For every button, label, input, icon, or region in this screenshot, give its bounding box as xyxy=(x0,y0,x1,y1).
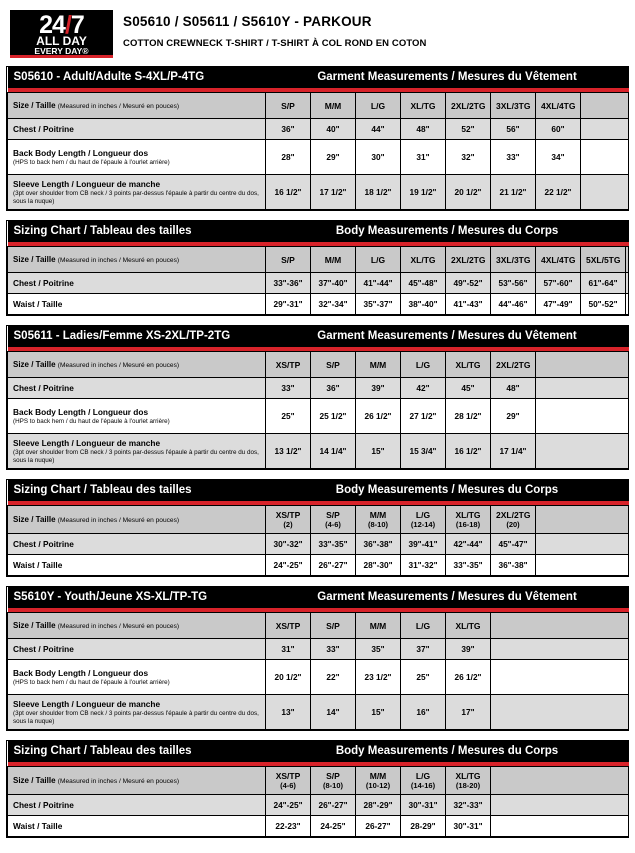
measurement-value: 27 1/2" xyxy=(401,399,446,434)
measurement-value: 61"-64" xyxy=(581,273,626,294)
size-column-header: 5XL/5TG xyxy=(581,247,626,273)
measurement-value: 26-27" xyxy=(356,816,401,837)
size-header-label: Size / Taille (Measured in inches / Mesuré en pouces) xyxy=(8,506,266,534)
section-band-left: S05610 - Adult/Adulte S-4XL/P-4TG xyxy=(13,71,205,83)
measurement-value: 18 1/2" xyxy=(356,175,401,210)
section-block xyxy=(6,586,629,731)
measurement-value: 15 3/4" xyxy=(401,434,446,469)
sections-container xyxy=(6,66,629,838)
section-block xyxy=(6,479,629,577)
measurement-value: 31" xyxy=(266,639,311,660)
measurement-value: 29" xyxy=(491,399,536,434)
size-header-filler xyxy=(491,767,629,795)
measurement-filler xyxy=(536,555,629,576)
measurement-value: 30"-31" xyxy=(446,816,491,837)
measurement-value: 13" xyxy=(266,695,311,730)
measurement-row xyxy=(8,555,629,576)
measurement-value: 16 1/2" xyxy=(266,175,311,210)
title-block xyxy=(123,10,427,49)
measurement-value: 56" xyxy=(491,119,536,140)
measurement-label: Chest / Poitrine xyxy=(8,273,266,294)
measurement-row xyxy=(8,273,629,294)
measurement-value: 45"-47" xyxy=(491,534,536,555)
size-header-row xyxy=(8,767,629,795)
size-column-header: XS/TP (2) xyxy=(266,506,311,534)
size-column-header: 3XL/3TG xyxy=(491,247,536,273)
measurement-value: 31" xyxy=(401,140,446,175)
page-subtitle: COTTON CREWNECK T-SHIRT / T-SHIRT À COL ROND EN COTON xyxy=(123,38,427,49)
section-table xyxy=(7,480,629,576)
measurement-value: 32"-34" xyxy=(311,294,356,315)
size-column-header: L/G (14-16) xyxy=(401,767,446,795)
size-column-header: L/G xyxy=(401,352,446,378)
measurement-value: 16" xyxy=(401,695,446,730)
measurement-value: 26 1/2" xyxy=(356,399,401,434)
measurement-value: 28 1/2" xyxy=(446,399,491,434)
size-column-header: L/G xyxy=(356,247,401,273)
measurement-row xyxy=(8,795,629,816)
logo-247: 24/7 xyxy=(39,10,84,39)
measurement-value: 28" xyxy=(266,140,311,175)
size-column-header: S/P (4-6) xyxy=(311,506,356,534)
measurement-label: Sleeve Length / Longueur de manche (3pt over shoulder from CB neck / 3 points par-dessus l'épaule à partir du centre du dos, sous la nuque) xyxy=(8,434,266,469)
measurement-value: 17 1/4" xyxy=(491,434,536,469)
section-table xyxy=(7,221,629,315)
section-block xyxy=(6,325,629,470)
size-header-row xyxy=(8,93,629,119)
measurement-row xyxy=(8,695,629,730)
measurement-value: 36"-38" xyxy=(356,534,401,555)
measurement-filler xyxy=(536,434,629,469)
measurement-value: 45" xyxy=(446,378,491,399)
measurement-value: 25" xyxy=(401,660,446,695)
measurement-value: 22" xyxy=(311,660,356,695)
measurement-value: 20 1/2" xyxy=(446,175,491,210)
size-column-header: S/P xyxy=(266,247,311,273)
size-column-header: M/M xyxy=(356,613,401,639)
size-column-header: S/P (8-10) xyxy=(311,767,356,795)
measurement-label: Chest / Poitrine xyxy=(8,534,266,555)
size-column-header: XL/TG xyxy=(401,93,446,119)
section-band-left: Sizing Chart / Tableau des tailles xyxy=(13,745,192,757)
measurement-value: 39"-41" xyxy=(401,534,446,555)
measurement-value: 36"-38" xyxy=(491,555,536,576)
size-column-header: S/P xyxy=(311,352,356,378)
measurement-value: 47"-49" xyxy=(536,294,581,315)
measurement-value: 33"-35" xyxy=(446,555,491,576)
section-band xyxy=(8,741,629,762)
logo-line-allday: ALL DAY xyxy=(36,33,87,48)
measurement-value: 30"-31" xyxy=(401,795,446,816)
measurement-row xyxy=(8,434,629,469)
measurement-row xyxy=(8,816,629,837)
measurement-value: 57"-60" xyxy=(536,273,581,294)
measurement-value: 37"-40" xyxy=(311,273,356,294)
measurement-value: 26"-27" xyxy=(311,555,356,576)
size-header-row xyxy=(8,506,629,534)
section-block xyxy=(6,66,629,211)
size-column-header: 2XL/2TG (20) xyxy=(491,506,536,534)
measurement-value: 29" xyxy=(311,140,356,175)
size-column-header: XL/TG (16-18) xyxy=(446,506,491,534)
size-column-header: M/M (10-12) xyxy=(356,767,401,795)
section-band xyxy=(8,326,629,347)
measurement-value: 25" xyxy=(266,399,311,434)
measurement-row xyxy=(8,399,629,434)
measurement-value: 21 1/2" xyxy=(491,175,536,210)
size-header-filler xyxy=(491,613,629,639)
section-band-left: S5610Y - Youth/Jeune XS-XL/TP-TG xyxy=(13,591,208,603)
measurement-value: 30"-32" xyxy=(266,534,311,555)
size-header-filler xyxy=(581,93,629,119)
measurement-filler xyxy=(581,119,629,140)
size-column-header: 4XL/4TG xyxy=(536,247,581,273)
size-column-header: L/G (12-14) xyxy=(401,506,446,534)
measurement-value: 30" xyxy=(356,140,401,175)
measurement-value: 44"-46" xyxy=(491,294,536,315)
section-band-right: Body Measurements / Mesures du Corps xyxy=(335,225,559,237)
section-band-right: Garment Measurements / Mesures du Vêtement xyxy=(317,591,577,603)
measurement-value: 16 1/2" xyxy=(446,434,491,469)
measurement-value: 33" xyxy=(311,639,356,660)
measurement-value: 32"-33" xyxy=(446,795,491,816)
measurement-value: 60" xyxy=(536,119,581,140)
section-band xyxy=(8,587,629,608)
measurement-value: 42" xyxy=(401,378,446,399)
measurement-label: Back Body Length / Longueur dos (HPS to back hem / du haut de l'épaule à l'ourlet arrière) xyxy=(8,140,266,175)
size-header-row xyxy=(8,613,629,639)
size-column-header: XS/TP xyxy=(266,352,311,378)
measurement-value: 35" xyxy=(356,639,401,660)
measurement-value: 36" xyxy=(266,119,311,140)
size-header-filler xyxy=(626,247,629,273)
measurement-row xyxy=(8,534,629,555)
measurement-value: 25 1/2" xyxy=(311,399,356,434)
measurement-filler xyxy=(626,294,629,315)
section-table xyxy=(7,587,629,730)
measurement-label: Sleeve Length / Longueur de manche (3pt over shoulder from CB neck / 3 points par-dessus l'épaule à partir du centre du dos, sous la nuque) xyxy=(8,695,266,730)
measurement-filler xyxy=(581,140,629,175)
size-column-header: XL/TG xyxy=(446,352,491,378)
measurement-value: 22 1/2" xyxy=(536,175,581,210)
measurement-value: 37" xyxy=(401,639,446,660)
section-band xyxy=(8,67,629,88)
section-band-left: Sizing Chart / Tableau des tailles xyxy=(13,484,192,496)
measurement-value: 38"-40" xyxy=(401,294,446,315)
size-header-label: Size / Taille (Measured in inches / Mesuré en pouces) xyxy=(8,767,266,795)
measurement-value: 36" xyxy=(311,378,356,399)
brand-logo xyxy=(10,10,113,58)
measurement-row xyxy=(8,294,629,315)
logo-red-bar xyxy=(10,55,113,58)
measurement-value: 14" xyxy=(311,695,356,730)
measurement-row xyxy=(8,660,629,695)
measurement-value: 41"-43" xyxy=(446,294,491,315)
measurement-value: 26 1/2" xyxy=(446,660,491,695)
measurement-value: 15" xyxy=(356,434,401,469)
measurement-value: 28-29" xyxy=(401,816,446,837)
measurement-value: 17 1/2" xyxy=(311,175,356,210)
size-header-label: Size / Taille (Measured in inches / Mesuré en pouces) xyxy=(8,93,266,119)
measurement-value: 31"-32" xyxy=(401,555,446,576)
logo-line-everyday: EVERY DAY® xyxy=(34,45,89,56)
measurement-value: 48" xyxy=(491,378,536,399)
section-band xyxy=(8,221,629,242)
measurement-value: 24-25" xyxy=(311,816,356,837)
measurement-label: Waist / Taille xyxy=(8,555,266,576)
size-header-filler xyxy=(536,352,629,378)
measurement-value: 33" xyxy=(491,140,536,175)
measurement-value: 33" xyxy=(266,378,311,399)
measurement-label: Chest / Poitrine xyxy=(8,119,266,140)
measurement-filler xyxy=(536,534,629,555)
measurement-value: 29"-31" xyxy=(266,294,311,315)
measurement-value: 28"-30" xyxy=(356,555,401,576)
document-header xyxy=(6,8,629,66)
measurement-filler xyxy=(626,273,629,294)
section-table xyxy=(7,326,629,469)
measurement-value: 26"-27" xyxy=(311,795,356,816)
size-column-header: L/G xyxy=(401,613,446,639)
section-band-right: Garment Measurements / Mesures du Vêtement xyxy=(317,71,577,83)
size-column-header: L/G xyxy=(356,93,401,119)
measurement-label: Chest / Poitrine xyxy=(8,639,266,660)
measurement-value: 24"-25" xyxy=(266,555,311,576)
size-column-header: M/M xyxy=(311,247,356,273)
measurement-value: 53"-56" xyxy=(491,273,536,294)
size-column-header: XS/TP xyxy=(266,613,311,639)
size-column-header: 2XL/2TG xyxy=(446,247,491,273)
size-column-header: 2XL/2TG xyxy=(446,93,491,119)
size-header-label: Size / Taille (Measured in inches / Mesuré en pouces) xyxy=(8,613,266,639)
size-header-filler xyxy=(536,506,629,534)
size-header-label: Size / Taille (Measured in inches / Mesuré en pouces) xyxy=(8,352,266,378)
measurement-row xyxy=(8,639,629,660)
measurement-value: 45"-48" xyxy=(401,273,446,294)
size-column-header: XL/TG xyxy=(401,247,446,273)
measurement-value: 52" xyxy=(446,119,491,140)
measurement-value: 32" xyxy=(446,140,491,175)
measurement-filler xyxy=(491,695,629,730)
measurement-row xyxy=(8,140,629,175)
size-column-header: 3XL/3TG xyxy=(491,93,536,119)
section-band-right: Body Measurements / Mesures du Corps xyxy=(335,484,559,496)
measurement-value: 23 1/2" xyxy=(356,660,401,695)
page-title: S05610 / S05611 / S5610Y - PARKOUR xyxy=(123,14,372,29)
measurement-value: 33"-36" xyxy=(266,273,311,294)
measurement-filler xyxy=(581,175,629,210)
measurement-value: 28"-29" xyxy=(356,795,401,816)
measurement-value: 40" xyxy=(311,119,356,140)
measurement-filler xyxy=(491,795,629,816)
measurement-value: 49"-52" xyxy=(446,273,491,294)
section-block xyxy=(6,220,629,316)
size-column-header: M/M xyxy=(356,352,401,378)
measurement-value: 35"-37" xyxy=(356,294,401,315)
size-header-row xyxy=(8,247,629,273)
section-band-right: Body Measurements / Mesures du Corps xyxy=(335,745,559,757)
measurement-value: 19 1/2" xyxy=(401,175,446,210)
section-band-left: Sizing Chart / Tableau des tailles xyxy=(13,225,192,237)
measurement-value: 42"-44" xyxy=(446,534,491,555)
size-column-header: 4XL/4TG xyxy=(536,93,581,119)
measurement-label: Sleeve Length / Longueur de manche (3pt over shoulder from CB neck / 3 points par-dessus l'épaule à partir du centre du dos, sous la nuque) xyxy=(8,175,266,210)
measurement-value: 39" xyxy=(446,639,491,660)
measurement-filler xyxy=(491,660,629,695)
size-column-header: M/M xyxy=(311,93,356,119)
section-band-right: Garment Measurements / Mesures du Vêtement xyxy=(317,330,577,342)
section-table xyxy=(7,741,629,837)
measurement-value: 41"-44" xyxy=(356,273,401,294)
measurement-value: 39" xyxy=(356,378,401,399)
section-table xyxy=(7,67,629,210)
measurement-filler xyxy=(491,639,629,660)
measurement-label: Chest / Poitrine xyxy=(8,795,266,816)
measurement-label: Waist / Taille xyxy=(8,816,266,837)
measurement-row xyxy=(8,175,629,210)
measurement-value: 15" xyxy=(356,695,401,730)
measurement-value: 33"-35" xyxy=(311,534,356,555)
measurement-label: Waist / Taille xyxy=(8,294,266,315)
size-column-header: S/P xyxy=(311,613,356,639)
measurement-filler xyxy=(536,378,629,399)
size-header-row xyxy=(8,352,629,378)
measurement-value: 34" xyxy=(536,140,581,175)
size-column-header: XL/TG xyxy=(446,613,491,639)
section-band-left: S05611 - Ladies/Femme XS-2XL/TP-2TG xyxy=(13,330,231,342)
size-column-header: S/P xyxy=(266,93,311,119)
measurement-value: 13 1/2" xyxy=(266,434,311,469)
size-header-label: Size / Taille (Measured in inches / Mesuré en pouces) xyxy=(8,247,266,273)
measurement-value: 14 1/4" xyxy=(311,434,356,469)
measurement-label: Back Body Length / Longueur dos (HPS to back hem / du haut de l'épaule à l'ourlet arrière) xyxy=(8,660,266,695)
size-column-header: 2XL/2TG xyxy=(491,352,536,378)
measurement-value: 17" xyxy=(446,695,491,730)
measurement-value: 50"-52" xyxy=(581,294,626,315)
measurement-row xyxy=(8,378,629,399)
measurement-filler xyxy=(491,816,629,837)
size-column-header: XS/TP (4-6) xyxy=(266,767,311,795)
measurement-label: Back Body Length / Longueur dos (HPS to back hem / du haut de l'épaule à l'ourlet arrière) xyxy=(8,399,266,434)
measurement-label: Chest / Poitrine xyxy=(8,378,266,399)
measurement-value: 24"-25" xyxy=(266,795,311,816)
size-column-header: XL/TG (18-20) xyxy=(446,767,491,795)
measurement-value: 22-23" xyxy=(266,816,311,837)
measurement-value: 44" xyxy=(356,119,401,140)
measurement-row xyxy=(8,119,629,140)
size-column-header: M/M (8-10) xyxy=(356,506,401,534)
section-block xyxy=(6,740,629,838)
measurement-filler xyxy=(536,399,629,434)
section-band xyxy=(8,480,629,501)
measurement-value: 20 1/2" xyxy=(266,660,311,695)
measurement-value: 48" xyxy=(401,119,446,140)
